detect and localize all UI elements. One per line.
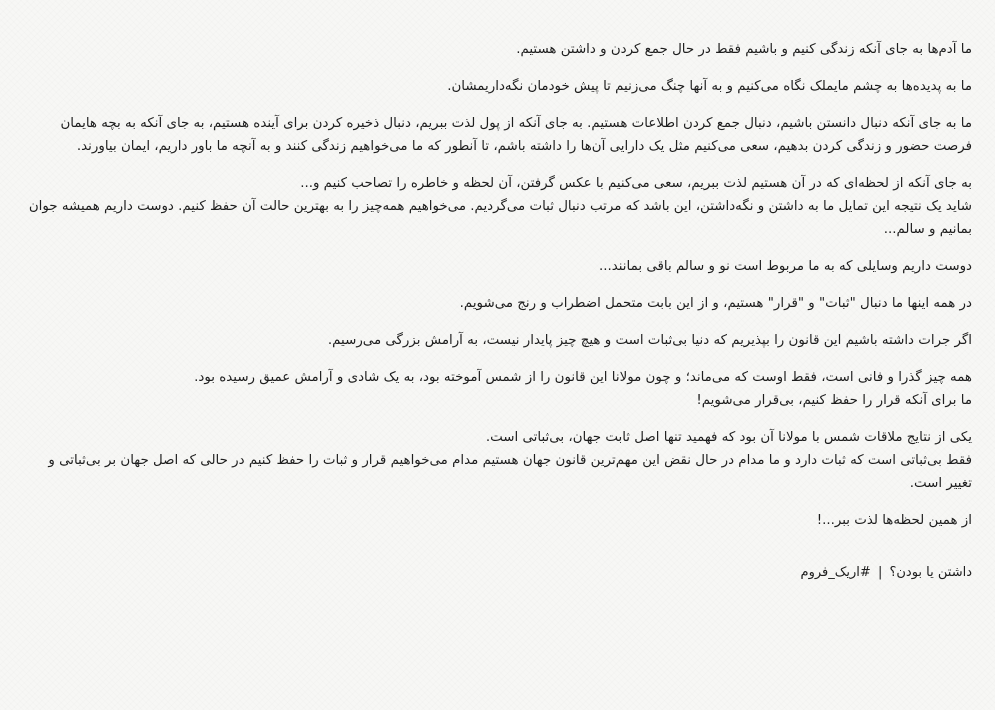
paragraph (28, 509, 972, 532)
paragraph-line: ما آدم‌ها به جای آنکه زندگی کنیم و باشیم فقط در حال جمع کردن و داشتن هستیم. (516, 42, 972, 57)
post-footer (28, 562, 972, 584)
paragraph (28, 366, 972, 412)
paragraph (28, 329, 972, 352)
paragraph-line: دوست داریم وسایلی که به ما مربوط است نو و سالم باقی بمانند... (598, 259, 972, 274)
paragraph-line: در همه اینها ما دنبال "ثبات" و "قرار" هستیم، و از این بابت متحمل اضطراب و رنج می‌شویم. (459, 296, 972, 311)
paragraph-line: ما به جای آنکه دنبال دانستن باشیم، دنبال جمع کردن اطلاعات هستیم. به جای آنکه از پول لذت ببریم، دنبال ذخیره کردن برای آینده هستیم، به جای آنکه به بچه هایمان فرصت حضور و زندگی کردن بدهیم، سعی می‌کنیم مثل یک دارایی آن‌ها را داشته باشم، تا آنطور که ما می‌خواهیم زندگی کنند و به آنچه ما باور داریم، ایمان بیاورند. (60, 116, 972, 154)
paragraph-line: فقط بی‌ثباتی است که ثبات دارد و ما مدام در حال نقض این مهم‌ترین قانون جهان هستیم مدام می‌خواهیم قرار و ثبات را حفظ کنیم در حالی که اصل جهان بر بی‌ثباتی و تغییر است. (48, 453, 972, 491)
paragraph-line: به جای آنکه از لحظه‌ای که در آن هستیم لذت ببریم، سعی می‌کنیم با عکس گرفتن، آن لحظه و خاطره را تصاحب کنیم و... (300, 176, 972, 191)
paragraph (28, 38, 972, 61)
paragraph (28, 112, 972, 158)
hashtag-link[interactable]: #اریک_فروم (800, 565, 871, 580)
post-paragraphs (28, 38, 972, 532)
paragraph (28, 75, 972, 98)
paragraph-line: اگر جرات داشته باشیم این قانون را بپذیریم که دنیا بی‌ثبات است و هیچ چیز پایدار نیست، به آرامش بزرگی می‌رسیم. (327, 333, 972, 348)
paragraph-line: شاید یک نتیجه این تمایل ما به داشتن و نگه‌داشتن، این باشد که مرتب دنبال ثبات می‌گردیم. می‌خواهیم همه‌چیز را به بهترین حالت آن حفظ کنیم. دوست داریم همیشه جوان بمانیم و سالم... (28, 199, 972, 237)
paragraph (28, 426, 972, 495)
footer-question: داشتن یا بودن؟ (889, 565, 972, 580)
paragraph (28, 255, 972, 278)
paragraph-line: همه چیز گذرا و فانی است، فقط اوست که می‌ماند؛ و چون مولانا این قانون را از شمس آموخته بود، به یک شادی و آرامش عمیق رسیده بود. (194, 370, 972, 385)
paragraph-line: از همین لحظه‌ها لذت ببر...! (816, 513, 972, 528)
paragraph-line: ما به پدیده‌ها به چشم مایملک نگاه می‌کنیم و به آنها چنگ می‌زنیم تا پیش خودمان نگه‌داریمشان. (447, 79, 972, 94)
post-body (28, 38, 972, 584)
paragraph-line: یکی از نتایج ملاقات شمس با مولانا آن بود که فهمید تنها اصل ثابت جهان، بی‌ثباتی است. (485, 430, 972, 445)
paragraph-line: ما برای آنکه قرار را حفظ کنیم، بی‌قرار می‌شویم! (696, 393, 972, 408)
footer-separator: | (877, 565, 883, 580)
paragraph (28, 172, 972, 241)
paragraph (28, 292, 972, 315)
